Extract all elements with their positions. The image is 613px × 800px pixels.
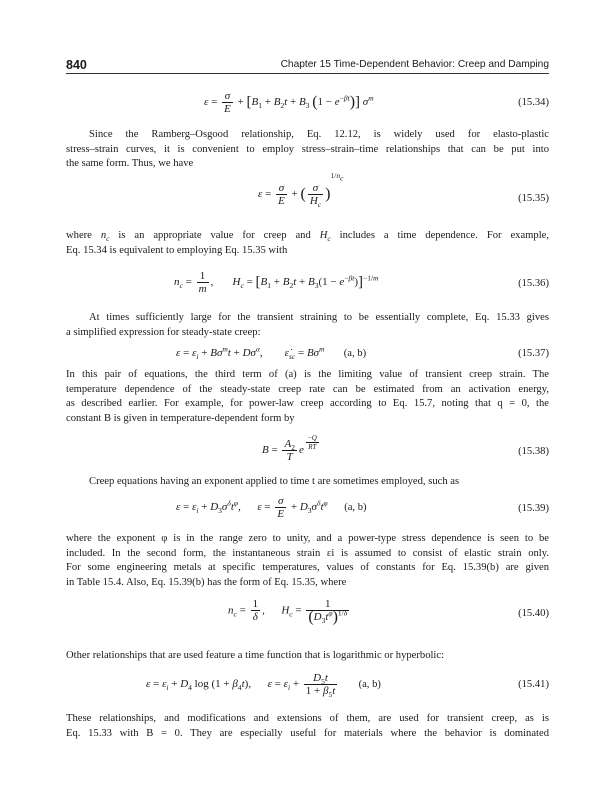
page-number: 840 <box>66 58 87 72</box>
paragraph-6 <box>66 532 549 590</box>
text-line: in Table 15.4. Also, Eq. 15.39(b) has the form of Eq. 15.35, where <box>66 576 347 588</box>
text-line: as described earlier. For example, for power-law creep according to Eq. 15.7, noting that q = 0, the <box>66 398 549 410</box>
text-line: Eq. 15.34 is equivalent to employing Eq. 15.35 with <box>66 244 288 256</box>
equation-15-40 <box>66 596 549 640</box>
equation-body: $n_c$ = $\frac{1}{\delta}$ , $H_c$ = $\frac{1}{(D_3t^\varphi)^{1/\delta}}$ <box>228 598 348 626</box>
text-line: Eq. 15.33 with B = 0. They are especially useful for materials where the behavior is dominated <box>66 727 549 739</box>
text-line: constant B is given in temperature-dependent form by <box>66 412 295 424</box>
paragraph-4 <box>66 368 549 426</box>
paragraph-1 <box>66 128 549 172</box>
equation-15-37 <box>66 345 549 363</box>
text-line: At times sufficiently large for the transient straining to be essentially complete, Eq. 15.33 gives <box>89 312 549 323</box>
equation-body: $n_c$ = $\frac{1}{m}$ , $H_c = [B_1 + B_2t + B_3(1 - e^{-\beta t})]^{-1/m}$ <box>174 270 379 295</box>
paragraph-7 <box>66 649 549 664</box>
equation-15-35 <box>66 171 549 220</box>
running-head: Chapter 15 Time-Dependent Behavior: Creep and Damping <box>280 59 549 70</box>
paragraph-5 <box>66 475 549 490</box>
equation-body: B = $\frac{A_2}{T}$ e $^{\frac{-Q}{RT}}$ <box>262 434 317 463</box>
equation-15-38 <box>66 436 549 470</box>
equation-number: (15.34) <box>518 97 549 108</box>
equation-number: (15.35) <box>518 193 549 204</box>
text-line: included. In the second form, the instantaneous strain εi is assumed to consist of elastic strain only. <box>66 547 549 559</box>
equation-body: ε = $\frac{\sigma}{E}$ + [$B_1 + B_2t + B_3$ $(1 - e^{-\beta t})$] $\sigma^m$ <box>204 90 374 115</box>
paragraph-2 <box>66 229 549 258</box>
equation-body: $\varepsilon = \varepsilon_i + D_3\sigma^\delta t^\varphi$, ε = $\frac{\sigma}{E}$ + $D_3\sigma^\delta t^\varphi$ (a, b) <box>176 495 367 520</box>
equation-number: (15.38) <box>518 446 549 457</box>
equation-15-39 <box>66 493 549 527</box>
equation-15-34 <box>66 88 549 122</box>
text-line: where $n_c$ is an appropriate value for creep and $H_c$ includes a time dependence. For example, <box>66 230 550 244</box>
text-line: Creep equations having an exponent applied to time t are sometimes employed, such as <box>89 476 460 487</box>
equation-body: $\varepsilon = \varepsilon_i + D_4$ $\log (1 + \beta_4t)$, $\varepsilon = \varepsilon_i$ + $\frac{D_5t}{1 + \beta_5t}$ (a, b) <box>146 672 381 700</box>
equation-number: (15.41) <box>518 679 549 690</box>
header-rule <box>66 73 549 74</box>
equation-number: (15.36) <box>518 278 549 289</box>
text-line: temperature dependence of the steady-state creep rate can be estimated from an activation energy, <box>66 383 549 395</box>
text-line: Other relationships that are used feature a time function that is logarithmic or hyperbolic: <box>66 650 445 661</box>
text-line: a simplified expression for steady-state creep: <box>66 326 261 338</box>
equation-body: $\varepsilon = \varepsilon_i + B\sigma^mt + D\sigma^\alpha$, $\varepsiloṅ_{sc} = B\sigma^m$ (a, b) <box>176 344 367 362</box>
text-line: In this pair of equations, the third term of (a) is the limiting value of transient creep strain. The <box>66 369 549 380</box>
page-header <box>66 56 549 74</box>
equation-15-41 <box>66 670 549 704</box>
equation-body: ε = $\frac{\sigma}{E}$ + ( $\frac{\sigma}{H_c}$ )$^{1/n_c}$ <box>258 171 344 210</box>
text-line: the same form. Thus, we have <box>66 158 194 170</box>
text-line: Since the Ramberg–Osgood relationship, Eq. 12.12, is widely used for elasto-plastic <box>89 129 549 140</box>
equation-15-36 <box>66 268 549 302</box>
text-line: These relationships, and modifications and extensions of them, are used for transient creep, as is <box>66 713 549 724</box>
equation-number: (15.37) <box>518 348 549 359</box>
equation-number: (15.39) <box>518 503 549 514</box>
paragraph-3 <box>66 311 549 340</box>
text-line: where the exponent φ is in the range zero to unity, and a power-type stress dependence is seen to be <box>66 533 549 544</box>
text-line: For some engineering metals at specific temperatures, values of constants for Eq. 15.39(b) are given <box>66 562 549 574</box>
paragraph-8 <box>66 712 549 741</box>
text-line: stress–strain curves, it is convenient to employ stress–strain–time relationships that can be put into <box>66 143 549 155</box>
equation-number: (15.40) <box>518 608 549 619</box>
